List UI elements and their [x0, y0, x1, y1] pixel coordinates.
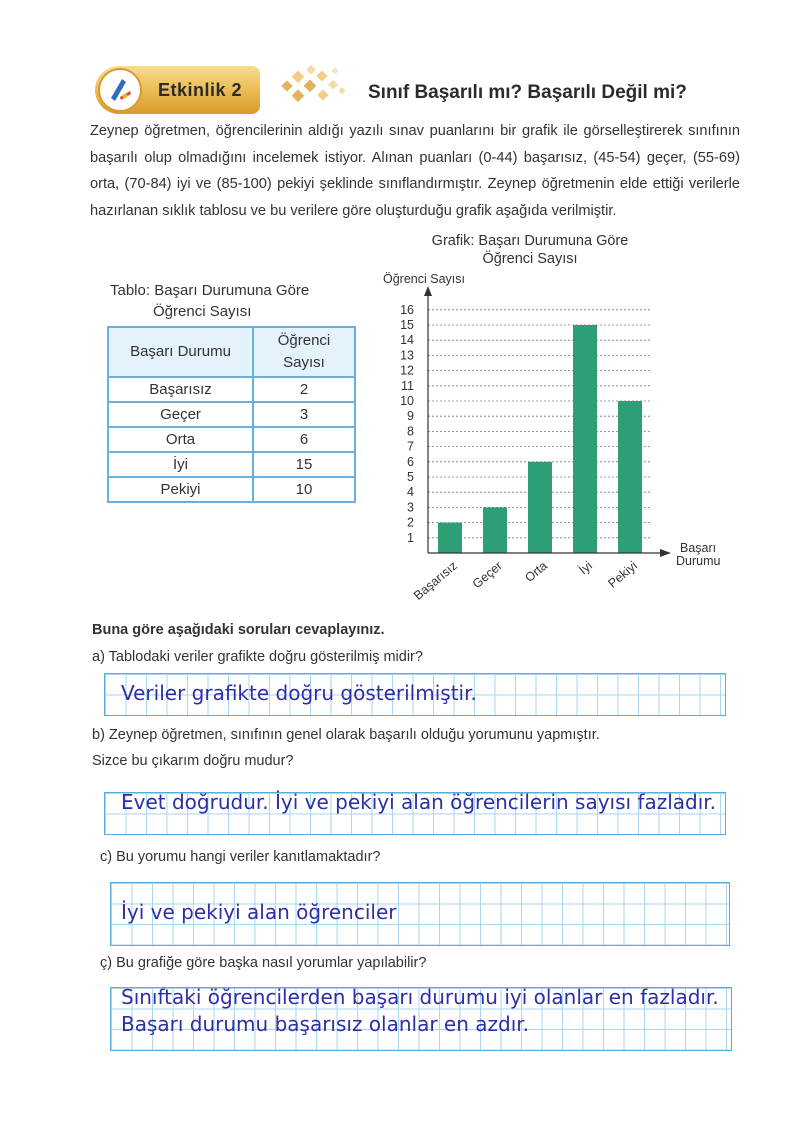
bar-2: [483, 507, 507, 553]
x-tick-label: Geçer: [469, 558, 505, 592]
y-tick-label: 8: [407, 424, 414, 439]
bar-4: [573, 325, 597, 553]
table-header-status: Başarı Durumu: [108, 327, 253, 377]
table-header-count: [253, 327, 355, 377]
x-tick-label: Başarısız: [411, 558, 460, 603]
activity-label: Etkinlik 2: [158, 80, 243, 100]
y-tick-label: 16: [400, 302, 414, 317]
table-row: [108, 427, 355, 452]
table-caption-line1: Tablo: Başarı Durumuna Göre: [110, 282, 310, 299]
bar-3: [528, 462, 552, 553]
x-tick-label: Orta: [522, 558, 550, 585]
x-tick-label: İyi: [576, 558, 595, 578]
y-tick-label: 1: [407, 530, 414, 545]
chart-caption-line1: Grafik: Başarı Durumuna Göre: [431, 233, 629, 249]
y-tick-label: 15: [400, 318, 414, 332]
table-row: [108, 477, 355, 502]
table-row: [108, 452, 355, 477]
answer-c: İyi ve pekiyi alan öğrenciler: [121, 900, 397, 924]
y-tick-label: 4: [407, 485, 414, 500]
question-a: a) Tablodaki veriler grafikte doğru gösterilmiş midir?: [92, 649, 423, 665]
answer-d-line1: Sınıftaki öğrencilerden başarı durumu iyi olanlar en fazladır.: [121, 985, 719, 1009]
question-b-line1: b) Zeynep öğretmen, sınıfının genel olarak başarılı olduğu yorumunu yapmıştır.: [92, 727, 600, 743]
y-tick-label: 2: [407, 515, 414, 530]
answer-d-line2: Başarı durumu başarısız olanlar en azdır.: [121, 1012, 530, 1036]
x-axis-label-line2: Durumu: [676, 554, 721, 568]
table-header-count-line2: Sayısı: [283, 354, 325, 371]
table-cell-count: 10: [253, 477, 355, 502]
table-cell-status: Orta: [108, 427, 253, 452]
table-cell-status: Başarısız: [108, 377, 253, 402]
y-tick-label: 7: [407, 439, 414, 454]
answer-a: Veriler grafikte doğru gösterilmiştir.: [121, 681, 477, 705]
bar-chart: [380, 268, 760, 613]
table-row: [108, 377, 355, 402]
y-tick-label: 10: [400, 394, 414, 408]
y-tick-label: 12: [400, 363, 414, 378]
frequency-table: [107, 326, 356, 503]
y-tick-label: 9: [407, 409, 414, 424]
activity-title: Sınıf Başarılı mı? Başarılı Değil mi?: [368, 82, 687, 103]
y-tick-labels: [400, 303, 414, 545]
y-axis-arrow: [424, 286, 432, 296]
x-axis-label-line1: Başarı: [680, 541, 717, 555]
y-tick-label: 6: [407, 454, 414, 469]
x-axis-arrow: [660, 549, 671, 557]
chart-caption-line2: Öğrenci Sayısı: [482, 251, 578, 267]
x-tick-label: Pekiyi: [605, 558, 640, 591]
table-caption-line2: Öğrenci Sayısı: [153, 303, 252, 320]
x-tick-labels: [411, 559, 640, 603]
y-tick-label: 13: [400, 348, 414, 363]
table-cell-count: 15: [253, 452, 355, 477]
bar-1: [438, 523, 462, 553]
questions-heading: Buna göre aşağıdaki soruları cevaplayınız.: [92, 622, 385, 638]
table-row: [108, 402, 355, 427]
bar-5: [618, 401, 642, 553]
decorative-dots: [278, 64, 358, 110]
question-c: c) Bu yorumu hangi veriler kanıtlamaktadır?: [100, 849, 381, 865]
table-cell-status: İyi: [108, 452, 253, 477]
table-cell-status: Pekiyi: [108, 477, 253, 502]
table-header-count-line1: Öğrenci: [277, 332, 331, 349]
table-cell-count: 3: [253, 402, 355, 427]
y-tick-label: 3: [407, 500, 414, 515]
table-cell-status: Geçer: [108, 402, 253, 427]
y-axis-label: Öğrenci Sayısı: [383, 272, 465, 286]
intro-paragraph: Zeynep öğretmen, öğrencilerinin aldığı yazılı sınav puanlarını bir grafik ile görselleştirerek sınıfının başarılı olup olmadığını incelemek istiyor. Alınan puanları (0-44) başarısız, (45-54) geçer, (55-69) orta, (70-84) iyi ve (85-100) pekiyi şeklinde sınıflandırmıştır. Zeynep öğretmenin elde ettiği verilerle hazırlanan sıklık tablosu ve bu verilere göre oluşturduğu grafik aşağıda verilmiştir.: [90, 123, 740, 219]
question-d: ç) Bu grafiğe göre başka nasıl yorumlar yapılabilir?: [100, 955, 427, 971]
y-tick-label: 11: [401, 378, 414, 393]
table-cell-count: 6: [253, 427, 355, 452]
activity-icon: [98, 68, 142, 112]
question-b-line2: Sizce bu çıkarım doğru mudur?: [92, 753, 294, 769]
y-tick-label: 14: [400, 333, 414, 348]
y-tick-label: 5: [407, 470, 414, 484]
table-cell-count: 2: [253, 377, 355, 402]
chart-bars: [438, 325, 642, 553]
answer-b: Evet doğrudur. İyi ve pekiyi alan öğrencilerin sayısı fazladır.: [121, 790, 717, 814]
